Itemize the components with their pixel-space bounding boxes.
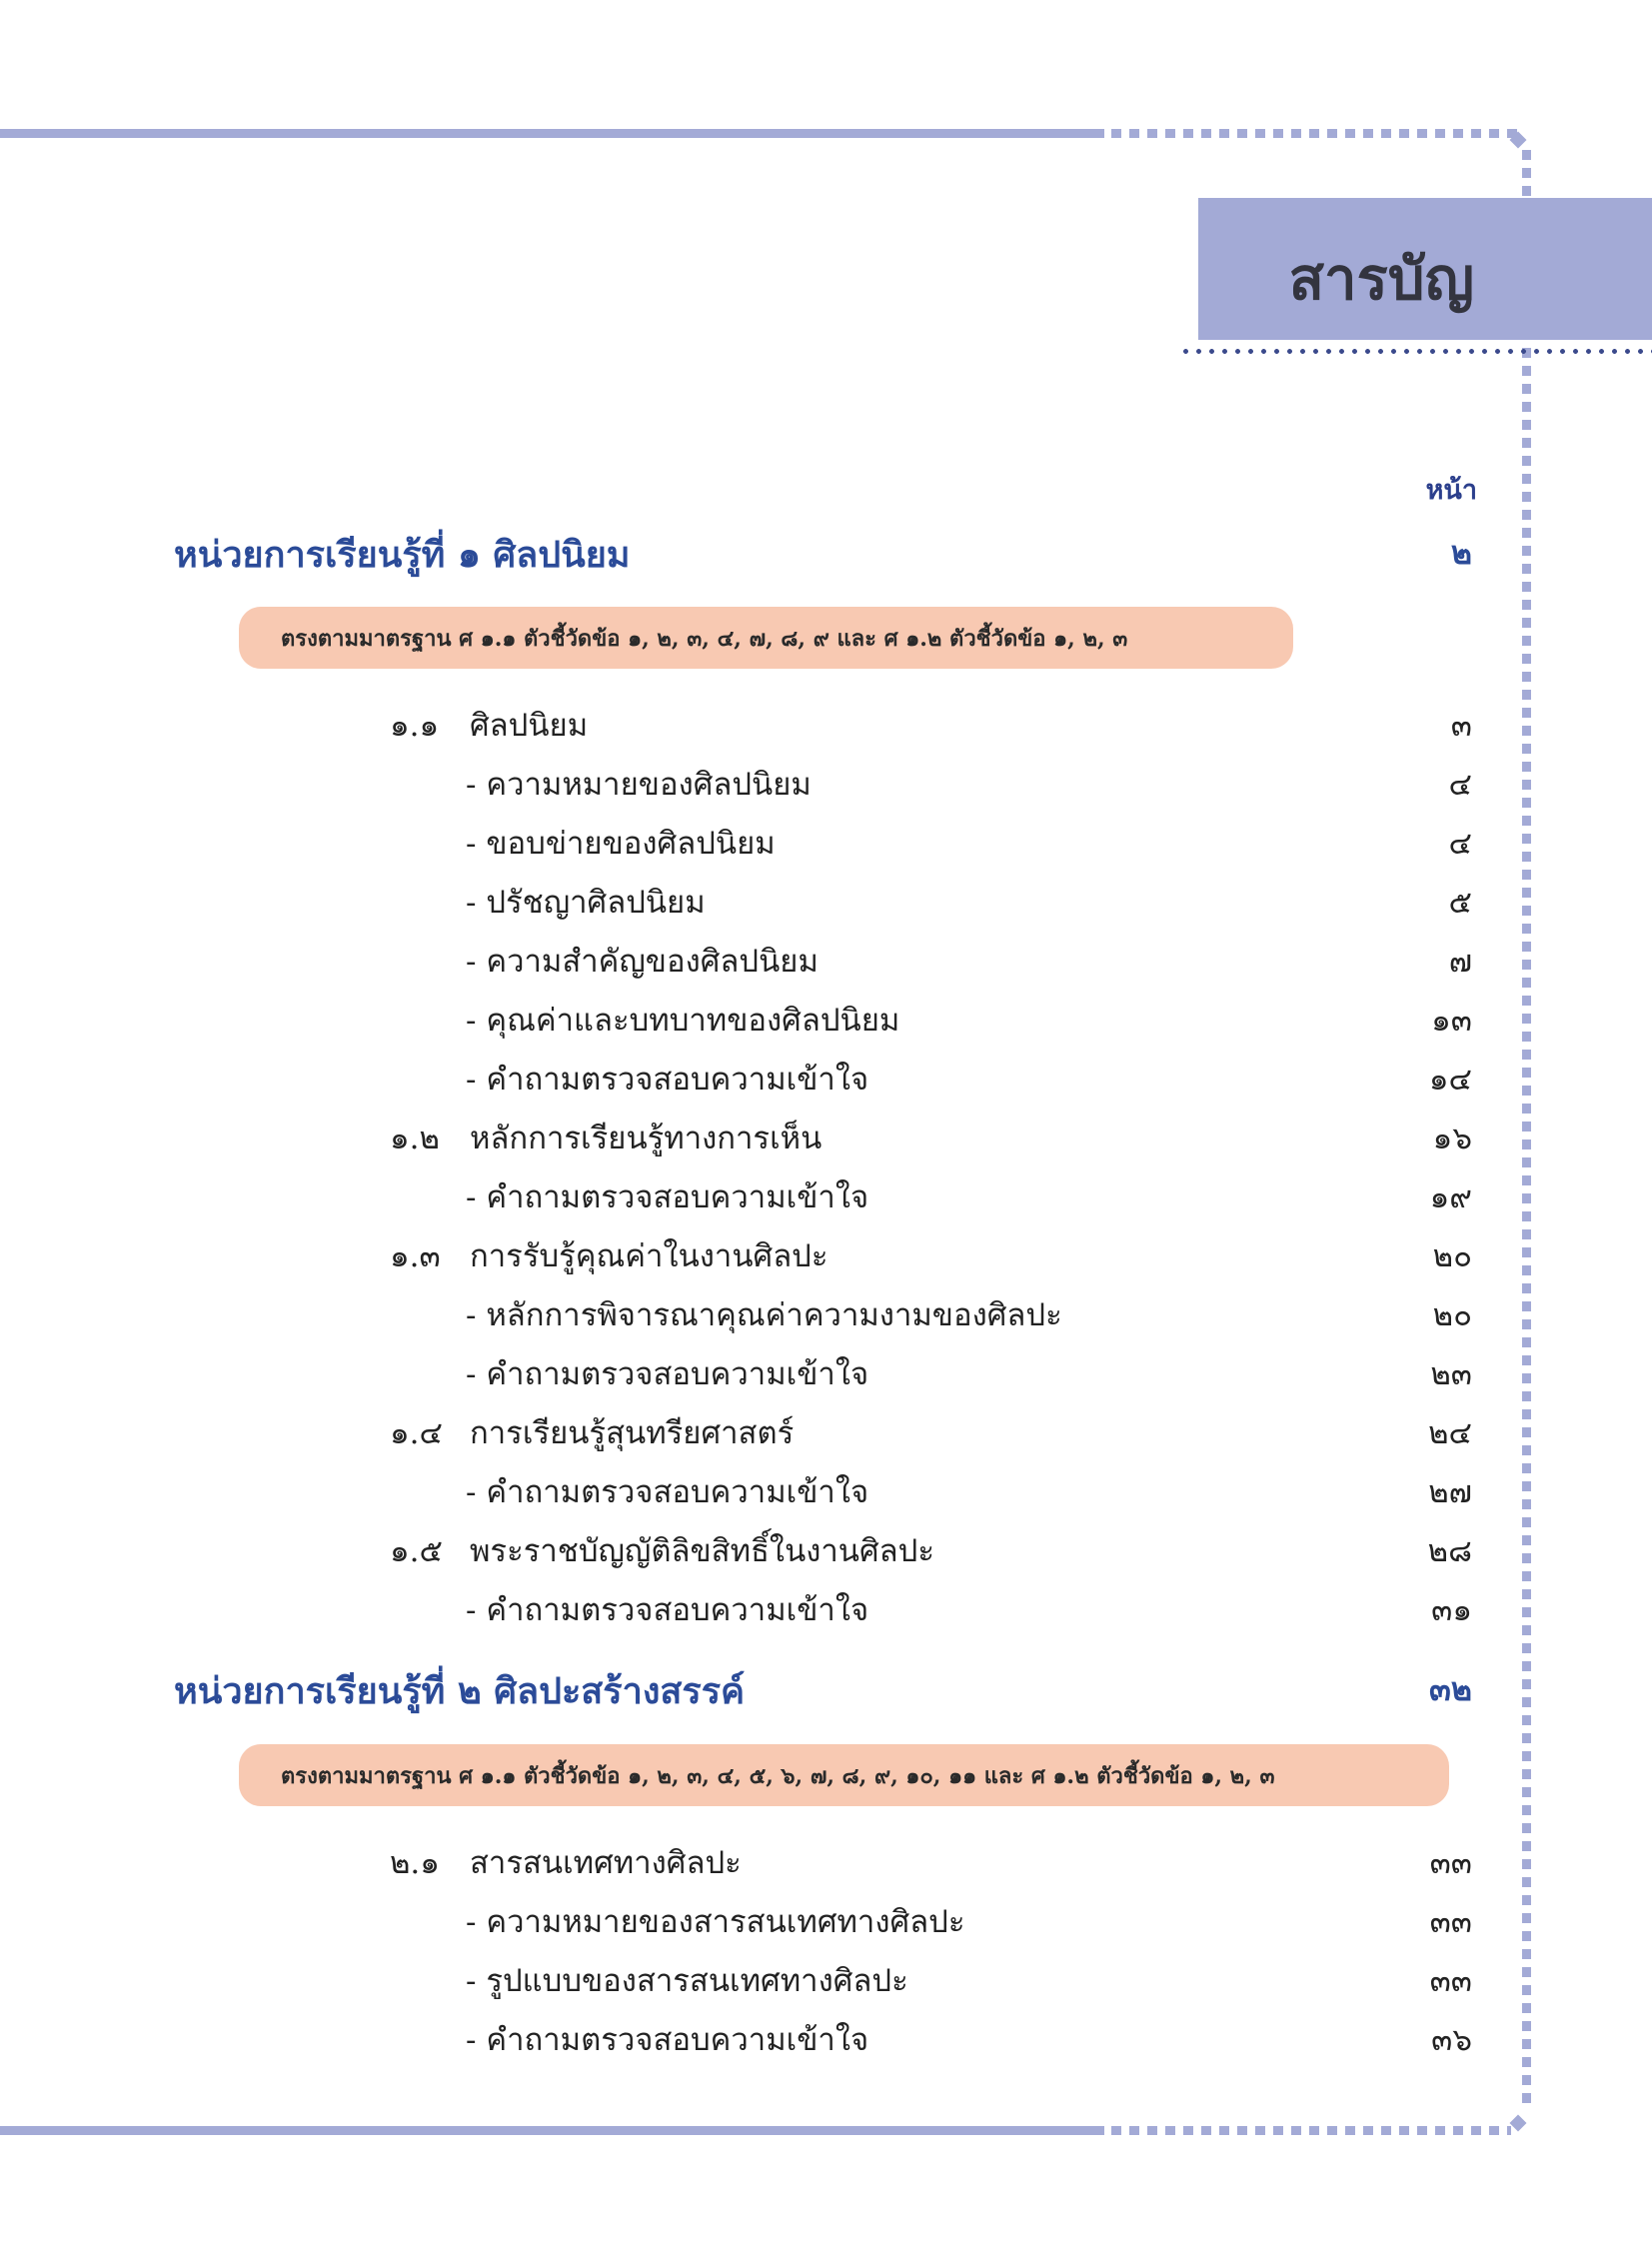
page-title: สารบัญ	[1288, 245, 1474, 313]
toc-entry-page: ๓	[1450, 708, 1472, 744]
toc-entry-label: - ความสำคัญของศิลปนิยม	[466, 944, 819, 980]
toc-entry[interactable]	[0, 1230, 1652, 1286]
unit-1-page: ๒	[1450, 534, 1472, 572]
toc-entry-page: ๔	[1448, 826, 1472, 862]
toc-entry-label: - คำถามตรวจสอบความเข้าใจ	[466, 1179, 869, 1215]
toc-entry-label: ศิลปนิยม	[470, 708, 589, 744]
toc-entry-label: - ความหมายของศิลปนิยม	[466, 767, 812, 803]
unit-2-page: ๓๒	[1429, 1670, 1472, 1708]
toc-entry[interactable]	[0, 1837, 1652, 1893]
toc-subentry[interactable]	[0, 877, 1652, 933]
toc-entry-number: ๑.๑	[390, 708, 440, 744]
toc-subentry[interactable]	[0, 759, 1652, 815]
toc-entry-page: ๒๐	[1432, 1297, 1472, 1333]
toc-entry-label: - คำถามตรวจสอบความเข้าใจ	[466, 1356, 869, 1392]
toc-entry[interactable]	[0, 1113, 1652, 1168]
toc-entry-page: ๓๓	[1429, 1904, 1472, 1940]
bottom-border-dashes	[1111, 2126, 1511, 2135]
toc-subentry[interactable]	[0, 1466, 1652, 1522]
toc-entry-page: ๑๖	[1432, 1121, 1472, 1156]
toc-subentry[interactable]	[0, 2014, 1652, 2070]
toc-subentry[interactable]	[0, 1171, 1652, 1227]
toc-subentry[interactable]	[0, 995, 1652, 1051]
toc-entry-label: การรับรู้คุณค่าในงานศิลปะ	[470, 1238, 828, 1274]
top-border-line	[0, 129, 1104, 138]
toc-subentry[interactable]	[0, 1348, 1652, 1404]
toc-subentry[interactable]	[0, 1054, 1652, 1110]
unit-2-standard-badge: ตรงตามมาตรฐาน ศ ๑.๑ ตัวชี้วัดข้อ ๑, ๒, ๓, ๔, ๕, ๖, ๗, ๘, ๙, ๑๐, ๑๑ และ ศ ๑.๒ ตัวชี้วัดข้อ ๑, ๒, ๓	[239, 1744, 1449, 1806]
toc-entry-label: พระราชบัญญัติลิขสิทธิ์ในงานศิลปะ	[470, 1533, 934, 1569]
toc-entry[interactable]	[0, 700, 1652, 756]
toc-entry-label: - คุณค่าและบทบาทของศิลปนิยม	[466, 1003, 900, 1039]
toc-subentry[interactable]	[0, 1289, 1652, 1345]
title-dotted-underline	[1179, 349, 1652, 354]
toc-entry-number: ๑.๓	[390, 1238, 441, 1274]
toc-entry-page: ๓๖	[1431, 2022, 1472, 2058]
toc-entry-page: ๓๓	[1429, 1845, 1472, 1881]
toc-entry-page: ๓๑	[1431, 1592, 1472, 1628]
unit-1-title[interactable]: หน่วยการเรียนรู้ที่ ๑ ศิลปนิยม	[174, 534, 631, 576]
toc-entry-page: ๒๔	[1428, 1415, 1472, 1451]
toc-entry-page: ๑๓	[1431, 1003, 1472, 1039]
toc-subentry[interactable]	[0, 1584, 1652, 1640]
toc-entry-label: - คำถามตรวจสอบความเข้าใจ	[466, 1592, 869, 1628]
unit-2-title[interactable]: หน่วยการเรียนรู้ที่ ๒ ศิลปะสร้างสรรค์	[174, 1670, 746, 1712]
toc-entry-page: ๑๔	[1428, 1062, 1472, 1098]
toc-entry-page: ๒๘	[1427, 1533, 1472, 1569]
toc-entry-page: ๑๙	[1429, 1179, 1472, 1215]
toc-entry-label: สารสนเทศทางศิลปะ	[470, 1845, 742, 1881]
toc-entry-label: - คำถามตรวจสอบความเข้าใจ	[466, 2022, 869, 2058]
toc-entry-page: ๒๓	[1430, 1356, 1472, 1392]
toc-entry-label: - คำถามตรวจสอบความเข้าใจ	[466, 1474, 869, 1510]
toc-entry-page: ๗	[1448, 944, 1472, 980]
toc-entry-label: - หลักการพิจารณาคุณค่าความงามของศิลปะ	[466, 1297, 1062, 1333]
toc-subentry[interactable]	[0, 1896, 1652, 1952]
toc-entry-label: - รูปแบบของสารสนเทศทางศิลปะ	[466, 1963, 908, 1999]
toc-entry-label: - ความหมายของสารสนเทศทางศิลปะ	[466, 1904, 965, 1940]
toc-subentry[interactable]	[0, 818, 1652, 874]
toc-entry-number: ๑.๔	[390, 1415, 443, 1451]
toc-entry-page: ๔	[1448, 767, 1472, 803]
toc-entry-page: ๓๓	[1429, 1963, 1472, 1999]
toc-entry-page: ๒๐	[1432, 1238, 1472, 1274]
toc-entry-number: ๒.๑	[390, 1845, 440, 1881]
unit-1-standard-badge: ตรงตามมาตรฐาน ศ ๑.๑ ตัวชี้วัดข้อ ๑, ๒, ๓, ๔, ๗, ๘, ๙ และ ศ ๑.๒ ตัวชี้วัดข้อ ๑, ๒, ๓	[239, 607, 1293, 669]
toc-entry-label: - ขอบข่ายของศิลปนิยม	[466, 826, 776, 862]
toc-entry-label: การเรียนรู้สุนทรียศาสตร์	[470, 1415, 795, 1451]
toc-entry-page: ๒๗	[1428, 1474, 1472, 1510]
toc-entry[interactable]	[0, 1407, 1652, 1463]
toc-subentry[interactable]	[0, 936, 1652, 992]
bottom-border-line	[0, 2126, 1104, 2135]
toc-entry[interactable]	[0, 1525, 1652, 1581]
toc-subentry[interactable]	[0, 1955, 1652, 2011]
toc-entry-label: - คำถามตรวจสอบความเข้าใจ	[466, 1062, 869, 1098]
toc-entry-label: - ปรัชญาศิลปนิยม	[466, 885, 706, 921]
toc-entry-number: ๑.๕	[390, 1533, 443, 1569]
bottom-right-corner	[1510, 2115, 1527, 2132]
toc-entry-page: ๕	[1448, 885, 1472, 921]
page-column-label: หน้า	[1425, 475, 1477, 506]
toc-entry-number: ๑.๒	[390, 1121, 440, 1156]
top-border-dashes	[1111, 129, 1521, 138]
toc-entry-label: หลักการเรียนรู้ทางการเห็น	[470, 1121, 823, 1156]
